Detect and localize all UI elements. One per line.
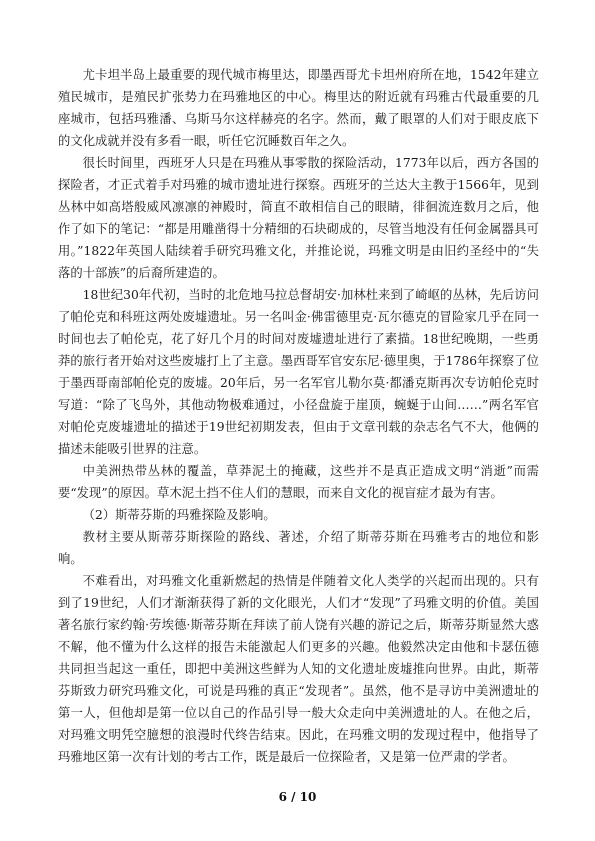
paragraph-spanish-exploration: 很长时间里，西班牙人只是在玛雅从事零散的探险活动，1773年以后，西方各国的探险者，才正式着手对玛雅的城市遗址进行探察。西班牙的兰达大主教于1566年，见到丛林中如高塔般威风凛凛的神殿时，简直不敢相信自己的眼睛，徘徊流连数月之后，他作了如下的笔记：“都是用雕凿得十分精细的石块砌成的，尽管当地没有任何金属器具可用。”1822年英国人陆续着手研究玛雅文化，并推论说，玛雅文明是由旧约圣经中的“失落的十部族”的后裔所建造的。	[58, 156, 539, 280]
document-body	[58, 64, 539, 768]
paragraph-textbook-summary: 教材主要从斯蒂芬斯探险的路线、著述，介绍了斯蒂芬斯在玛雅考古的地位和影响。	[58, 530, 539, 566]
paragraph-merida: 尤卡坦半岛上最重要的现代城市梅里达，即墨西哥尤卡坦州府所在地，1542年建立殖民城市，是殖民扩张势力在玛雅地区的中心。梅里达的附近就有玛雅古代最重要的几座城市，包括玛雅潘、乌斯马尔这样赫亮的名字。然而，戴了眼罩的人们对于眼皮底下的文化成就并没有多看一眼，听任它沉睡数百年之久。	[58, 68, 539, 148]
page-number: 6 / 10	[278, 790, 317, 804]
paragraph-stephens-discovery: 不难看出，对玛雅文化重新燃起的热情是伴随着文化人类学的兴起而出现的。只有到了19世纪，人们才渐渐获得了新的文化眼光，人们才“发现”了玛雅文明的价值。美国著名旅行家约翰·劳埃德·斯蒂芬斯在拜读了前人饶有兴趣的游记之后，斯蒂芬斯显然大惑不解，他不懂为什么这样的报告未能激起人们更多的兴趣。他毅然决定由他和卡瑟伍德共同担当起这一重任，即把中美洲这些鲜为人知的文化遗址废墟推向世界。由此，斯蒂芬斯致力研究玛雅文化，可说是玛雅的真正“发现者”。虽然，他不是寻访中美洲遗址的第一人，但他却是第一位以自己的作品引导一般大众走向中美洲遗址的人。在他之后，对玛雅文明凭空臆想的浪漫时代终告结束。因此，在玛雅文明的发现过程中，他指导了玛雅地区第一次有计划的考古工作，既是最后一位探险者，又是第一位严肃的学者。	[58, 574, 539, 764]
paragraph-jungle-cover: 中美洲热带丛林的覆盖，草莽泥土的掩藏，这些并不是真正造成文明“消逝”而需要“发现”的原因。草木泥土挡不住人们的慧眼，而来自文化的视盲症才最为有害。	[58, 464, 539, 500]
paragraph-18th-century: 18世纪30年代初，当时的北危地马拉总督胡安·加林杜来到了崎岖的丛林，先后访问了帕伦克和科班这两处废墟遗址。另一名叫金·佛雷德里克·瓦尔德克的冒险家几乎在同一时间也去了帕伦克，花了好几个月的时间对废墟遗址进行了素描。18世纪晚期，一些勇莽的旅行者开始对这些废墟打上了主意。墨西哥军官安东尼·德里奥，于1786年探察了位于墨西哥南部帕伦克的废墟。20年后，另一名军官儿勒尔莫·都潘克斯再次专访帕伦克时写道：“除了飞鸟外，其他动物极难通过，小径盘旋于崖顶，蜿蜒于山间……”两名军官对帕伦克废墟遗址的描述于19世纪初期发表，但由于文章刊载的杂志名气不大，他俩的描述未能吸引世界的注意。	[58, 288, 539, 456]
section-heading-stephens: （2）斯蒂芬斯的玛雅探险及影响。	[82, 508, 276, 522]
